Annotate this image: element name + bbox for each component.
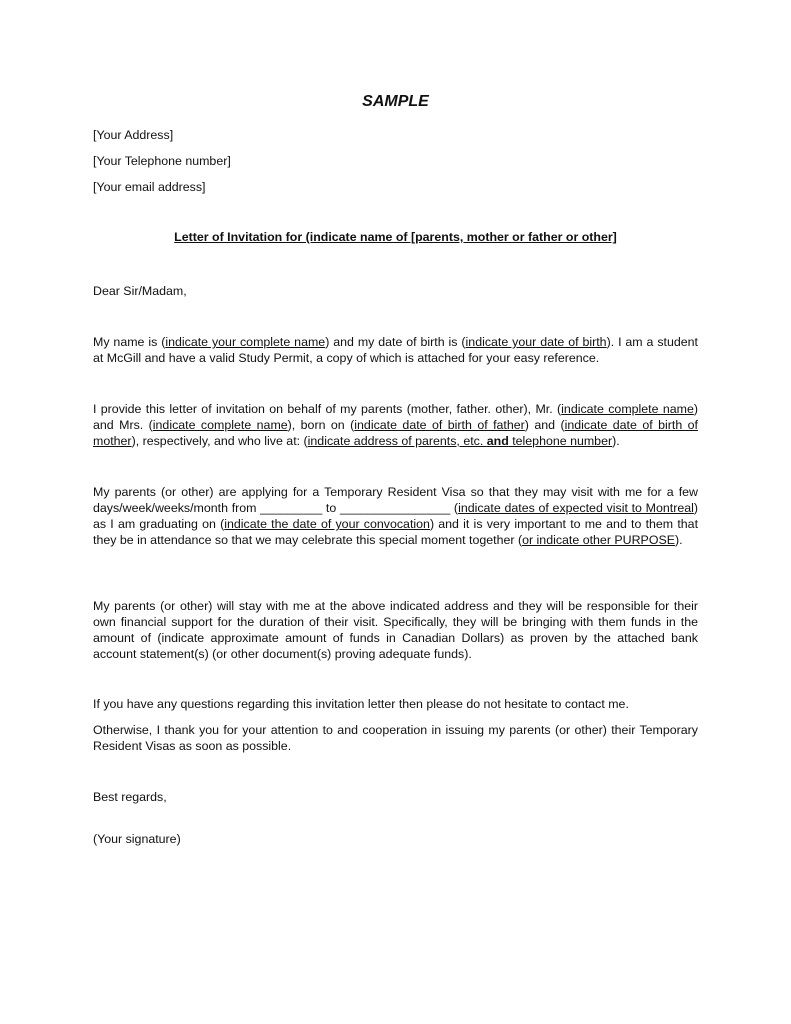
- page-title: SAMPLE: [362, 93, 429, 110]
- sender-address: [Your Address]: [93, 128, 174, 142]
- placeholder-date-of-birth: indicate your date of birth: [465, 335, 607, 349]
- placeholder-complete-name: indicate your complete name: [165, 335, 326, 349]
- paragraph-visit: My parents (or other) are applying for a Temporary Resident Visa so that they may visit with me for a few days/week/weeks/month from _________ to ________________ (indicate dates of expected visit to Montreal) as I am graduating on (indicate the date of your convocation) and it is very important to me and to them that they be in attendance so that we may celebrate this special moment together (or indicate other PURPOSE).: [93, 485, 699, 547]
- sender-telephone: [Your Telephone number]: [93, 154, 231, 168]
- placeholder-mother-dob: indicate date of birth of mother: [93, 418, 699, 448]
- paragraph-questions: If you have any questions regarding this invitation letter then please do not hesitate to contact me.: [93, 697, 629, 711]
- placeholder-father-name: indicate complete name: [561, 402, 694, 416]
- signature-placeholder: (Your signature): [93, 832, 181, 846]
- closing: Best regards,: [93, 790, 167, 804]
- placeholder-parents-address: indicate address of parents, etc. and telephone number: [307, 434, 613, 448]
- placeholder-visit-dates: indicate dates of expected visit to Montreal: [458, 501, 694, 515]
- placeholder-mother-name: indicate complete name: [152, 418, 288, 432]
- placeholder-father-dob: indicate date of birth of father: [354, 418, 525, 432]
- placeholder-purpose: or indicate other PURPOSE: [522, 533, 675, 547]
- salutation: Dear Sir/Madam,: [93, 284, 187, 298]
- paragraph-financial-support: My parents (or other) will stay with me at the above indicated address and they will be responsible for their own financial support for the duration of their visit. Specifically, they will be bringing with them funds in the amount of (indicate approximate amount of funds in Canadian Dollars) as proven by the attached bank account statement(s) (or other document(s) proving adequate funds).: [93, 599, 698, 661]
- sender-email: [Your email address]: [93, 180, 206, 194]
- letter-subject: Letter of Invitation for (indicate name of [parents, mother or father or other]: [174, 230, 617, 244]
- placeholder-convocation-date: indicate the date of your convocation: [224, 517, 430, 531]
- paragraph-introduction: My name is (indicate your complete name) and my date of birth is (indicate your date of birth). I am a student at McGill and have a valid Study Permit, a copy of which is attached for your easy reference.: [93, 335, 699, 365]
- paragraph-parents: I provide this letter of invitation on behalf of my parents (mother, father. other), Mr. (indicate complete name) and Mrs. (indicate complete name), born on (indicate date of birth of father) and (indicate date of birth of mother), respectively, and who live at: (indicate address of parents, etc. and telephone number).: [93, 402, 699, 448]
- paragraph-thanks: Otherwise, I thank you for your attention to and cooperation in issuing my parents (or other) their Temporary Resident Visas as soon as possible.: [93, 723, 698, 753]
